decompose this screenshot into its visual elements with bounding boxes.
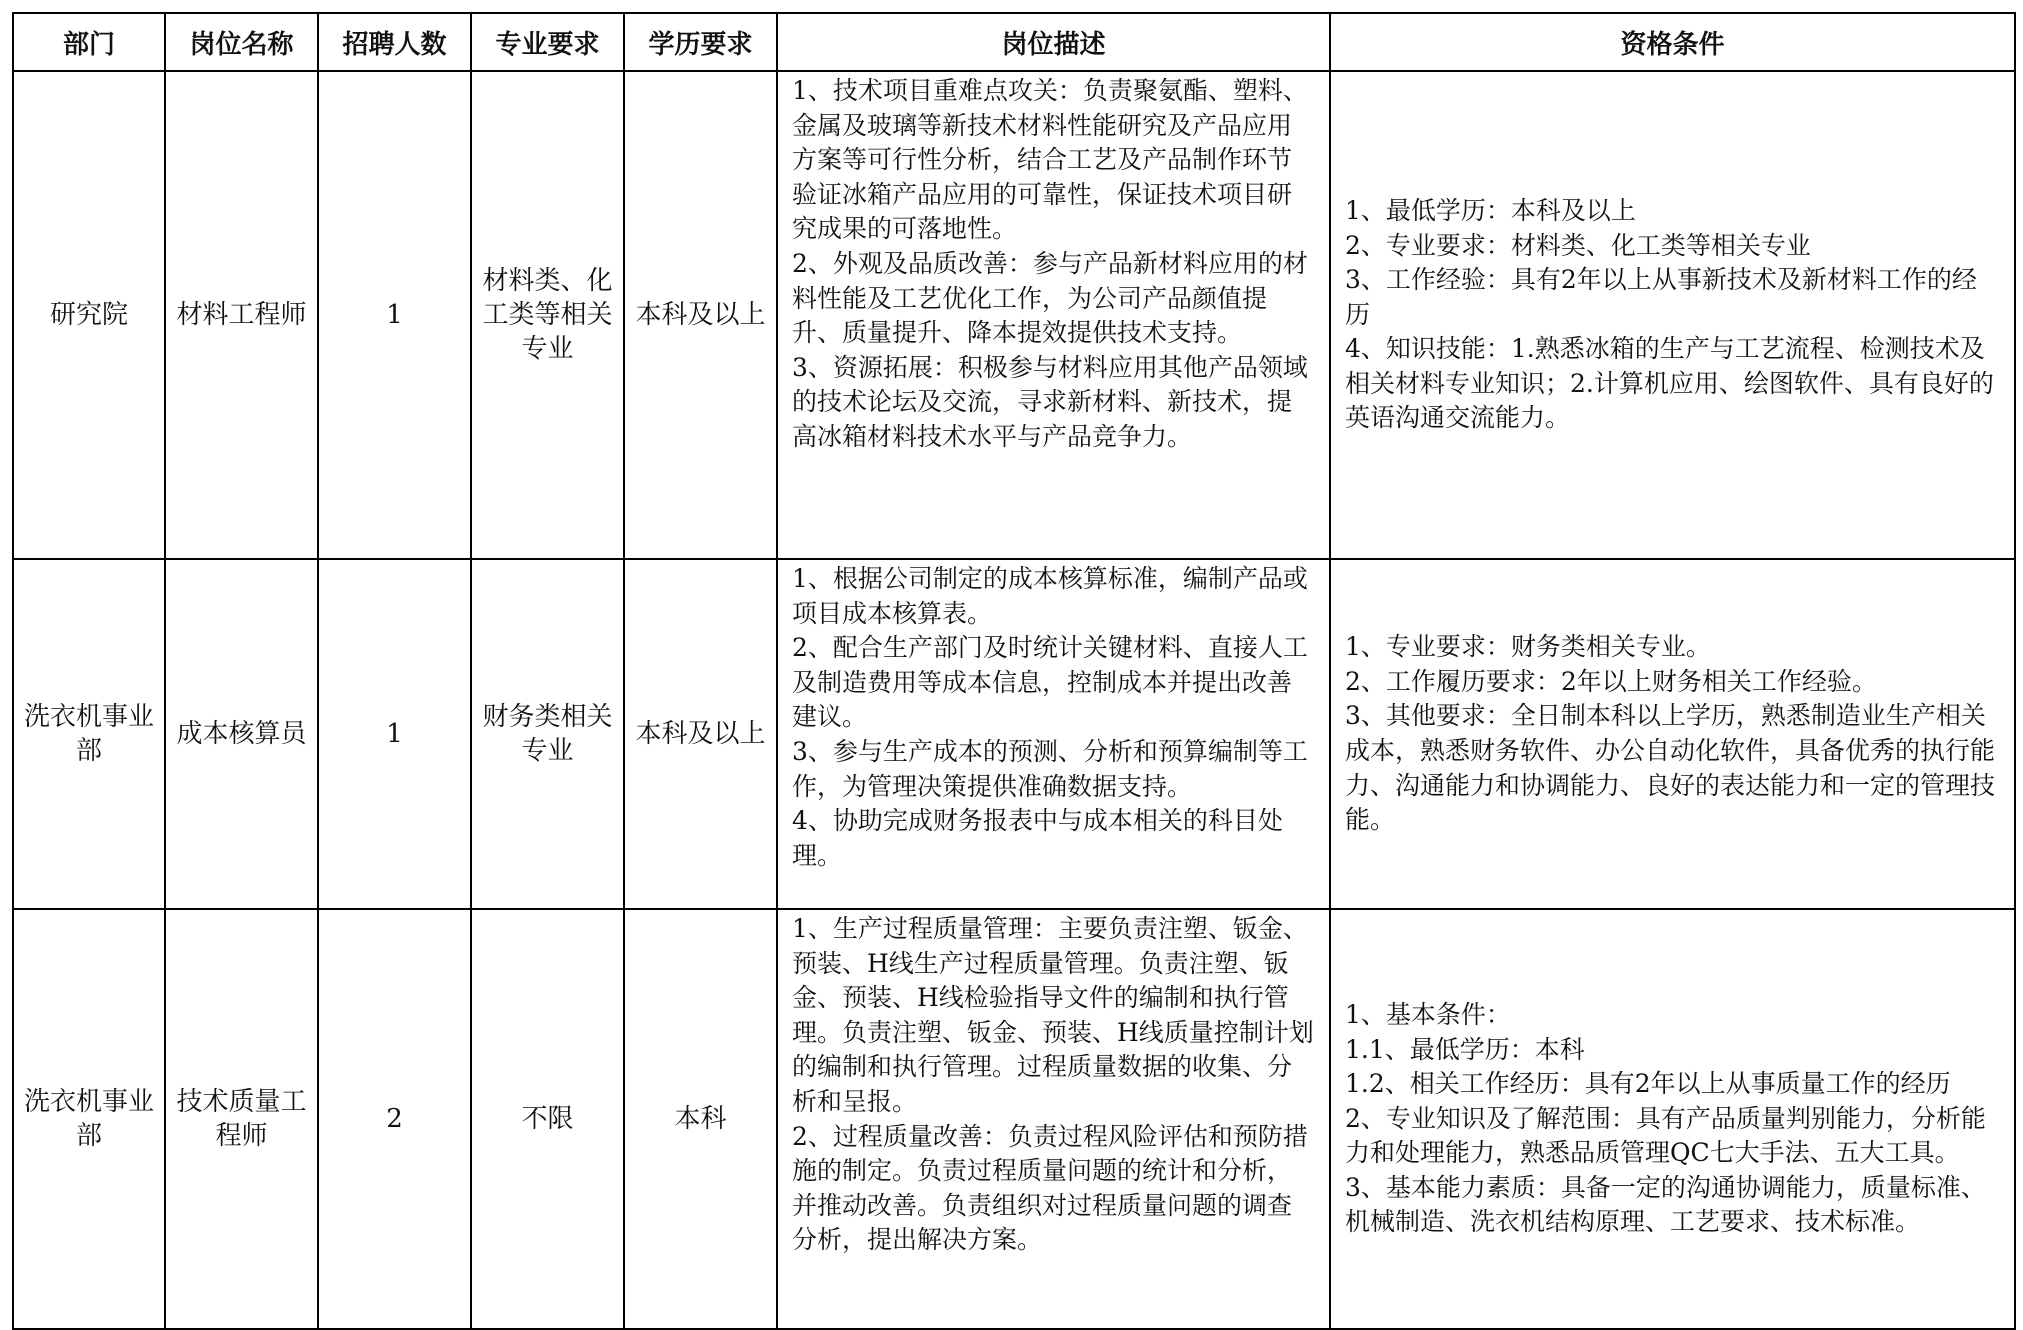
qualification-item: 3、工作经验：具有2年以上从事新技术及新材料工作的经历 (1345, 265, 1977, 329)
cell-major: 不限 (471, 909, 624, 1329)
header-qualifications: 资格条件 (1330, 13, 2015, 71)
table-row (13, 559, 2015, 909)
cell-qualifications (1330, 909, 2015, 1329)
cell-qualifications (1330, 71, 2015, 559)
cell-dept: 研究院 (13, 71, 165, 559)
cell-education: 本科 (624, 909, 777, 1329)
qualification-item: 3、基本能力素质：具备一定的沟通协调能力，质量标准、机械制造、洗衣机结构原理、工艺要求、技术标准。 (1345, 1172, 1986, 1237)
description-item: 2、外观及品质改善：参与产品新材料应用的材料性能及工艺优化工作，为公司产品颜值提升、质量提升、降本提效提供技术支持。 (792, 248, 1308, 348)
cell-count: 1 (318, 71, 471, 559)
description-item: 2、配合生产部门及时统计关键材料、直接人工及制造费用等成本信息，控制成本并提出改善建议。 (792, 633, 1308, 732)
cell-dept: 洗衣机事业部 (13, 559, 165, 909)
header-major: 专业要求 (471, 13, 624, 71)
qualification-item: 1、最低学历：本科及以上 (1345, 195, 1636, 225)
description-item: 1、技术项目重难点攻关：负责聚氨酯、塑料、金属及玻璃等新技术材料性能研究及产品应用方案等可行性分析，结合工艺及产品制作环节验证冰箱产品应用的可靠性，保证技术项目研究成果的可落地性。 (792, 76, 1308, 244)
description-item: 3、参与生产成本的预测、分析和预算编制等工作，为管理决策提供准确数据支持。 (792, 736, 1308, 801)
cell-title: 成本核算员 (165, 559, 318, 909)
cell-description (777, 909, 1330, 1329)
cell-count: 2 (318, 909, 471, 1329)
cell-education: 本科及以上 (624, 71, 777, 559)
qualification-item: 4、知识技能：1.熟悉冰箱的生产与工艺流程、检测技术及相关材料专业知识；2.计算机应用、绘图软件、具有良好的英语沟通交流能力。 (1345, 334, 1994, 433)
cell-description (777, 71, 1330, 559)
qualification-item: 3、其他要求：全日制本科以上学历，熟悉制造业生产相关成本，熟悉财务软件、办公自动化软件，具备优秀的执行能力、沟通能力和协调能力、良好的表达能力和一定的管理技能。 (1345, 701, 1996, 835)
qualification-item: 2、工作履历要求：2年以上财务相关工作经验。 (1345, 666, 1877, 696)
qualification-item: 1.2、相关工作经历：具有2年以上从事质量工作的经历 (1345, 1069, 1951, 1099)
cell-major: 材料类、化工类等相关专业 (471, 71, 624, 559)
header-dept: 部门 (13, 13, 165, 71)
job-table (12, 12, 2016, 1330)
cell-description (777, 559, 1330, 909)
header-count: 招聘人数 (318, 13, 471, 71)
cell-dept: 洗衣机事业部 (13, 909, 165, 1329)
cell-qualifications (1330, 559, 2015, 909)
qualification-item: 1、基本条件： (1345, 999, 1511, 1029)
description-item: 4、协助完成财务报表中与成本相关的科目处理。 (792, 806, 1283, 870)
header-description: 岗位描述 (777, 13, 1330, 71)
description-item: 1、生产过程质量管理：主要负责注塑、钣金、预装、H线生产过程质量管理。负责注塑、钣金、预装、H线检验指导文件的编制和执行管理。负责注塑、钣金、预装、H线质量控制计划的编制和执行管理。过程质量数据的收集、分析和呈报。 (792, 914, 1314, 1116)
table-row (13, 71, 2015, 559)
qualification-item: 2、专业知识及了解范围：具有产品质量判别能力，分析能力和处理能力，熟悉品质管理QC七大手法、五大工具。 (1345, 1103, 1986, 1168)
header-education: 学历要求 (624, 13, 777, 71)
cell-title: 材料工程师 (165, 71, 318, 559)
cell-title: 技术质量工程师 (165, 909, 318, 1329)
cell-major: 财务类相关专业 (471, 559, 624, 909)
header-title: 岗位名称 (165, 13, 318, 71)
description-item: 2、过程质量改善：负责过程风险评估和预防措施的制定。负责过程质量问题的统计和分析，并推动改善。负责组织对过程质量问题的调查分析，提出解决方案。 (792, 1121, 1308, 1255)
qualification-item: 1.1、最低学历：本科 (1345, 1034, 1585, 1064)
description-item: 1、根据公司制定的成本核算标准，编制产品或项目成本核算表。 (792, 564, 1308, 628)
description-item: 3、资源拓展：积极参与材料应用其他产品领域的技术论坛及交流，寻求新材料、新技术，提高冰箱材料技术水平与产品竞争力。 (792, 352, 1308, 451)
qualification-item: 2、专业要求：材料类、化工类等相关专业 (1345, 230, 1811, 260)
cell-education: 本科及以上 (624, 559, 777, 909)
header-row (13, 13, 2015, 71)
qualification-item: 1、专业要求：财务类相关专业。 (1345, 632, 1711, 662)
table-row (13, 909, 2015, 1329)
cell-count: 1 (318, 559, 471, 909)
